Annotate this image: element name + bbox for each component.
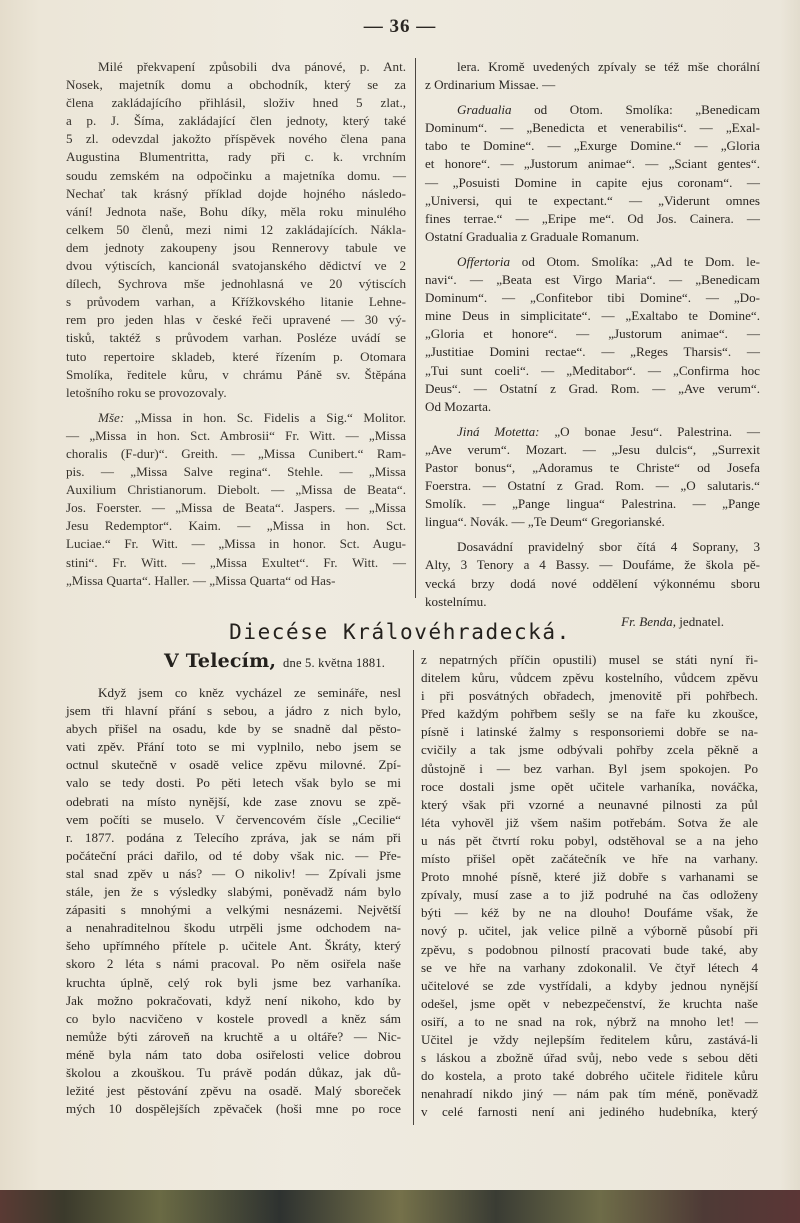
text-line: dílech, Sychrova mše jednohlasná ve 20 výtiscích <box>66 276 406 292</box>
text-line: Dominum“. — „Confitebor tibi Domine“. — „Do- <box>425 290 760 306</box>
text-line: fines terrae.“ — „Eripe me“. Od Jos. Cainera. — <box>425 210 760 226</box>
text-line: Jesu Redemptor“. Kaim. — „Missa in hon. Sct. <box>66 518 406 534</box>
italic-lead: Gradualia <box>457 102 512 118</box>
paragraph <box>425 538 760 610</box>
text-line: vání! Jednota naše, Bohu díky, měla roku minulého <box>66 203 406 219</box>
text-line: Dominum“. — „Benedicta et venerabilis“. — „Exal- <box>425 120 760 136</box>
text-line: valo se tedy dosti. Po pěti letech však bylo se mi <box>66 775 401 791</box>
text-line: Když jsem co kněz vycházel ze semináře, nesl <box>98 685 401 700</box>
text-line: zpěvu, s podobnou pilností pracovati bude také, aby <box>421 941 758 957</box>
text-line: Smolíka, ředitele kůru, v chrámu Páně sv. Štěpána <box>66 366 406 382</box>
page-number: — 36 — <box>363 16 437 37</box>
line-text: „Missa in hon. Sc. Fidelis a Sig.“ Molitor. <box>124 409 406 425</box>
text-line: Luciae.“ Fr. Witt. — „Missa in honor. Sct. Augu- <box>66 536 406 552</box>
text-line: s láskou a zbožně úřad svůj, nebo vede s sebou děti <box>421 1050 758 1066</box>
text-line: Dosavádní pravidelný sbor čítá 4 Soprany, 3 <box>457 539 760 555</box>
text-line: a p. J. Šíma, zakládající člen jednoty, který také <box>66 113 406 129</box>
article-place: V Telecím, <box>164 650 277 672</box>
text-line: abych přišel na osadu, kde by se snadně dal pěsto- <box>66 721 401 737</box>
text-line: Jak možno pokračovati, když není nikoho, kdo by <box>66 992 401 1008</box>
text-line <box>425 253 760 271</box>
text-line: co bylo nacvičeno v kostele provedl a kněz sám <box>66 1010 401 1026</box>
section-title: Diecése Královéhradecká. <box>229 620 571 644</box>
text-line: v celé farnosti není ani jediného hudebníka, který <box>421 1104 758 1120</box>
text-line: nemůže býti zároveň na kruchtě a u oltáře? — Nic- <box>66 1028 401 1044</box>
text-line: jsem tři hlavní přání s sebou, a jádro z nich bylo, <box>66 703 401 719</box>
text-line: kostelnímu. <box>425 593 487 609</box>
text-line: navi“. — „Beata est Virgo Maria“. — „Benedicam <box>425 272 760 288</box>
article-left-column <box>66 684 401 1118</box>
text-line: důstojně i — bez varhan. Byl jsem spokojen. Po <box>421 760 758 776</box>
text-line: rem pro jeden hlas v české řeči upravené — 30 vý- <box>66 312 406 328</box>
text-line: z nepatrných příčin opustili) musel se státi nyní ři- <box>421 652 758 667</box>
article-heading <box>164 650 385 672</box>
text-line: vati zpěv. Přání toto se mi vyplnilo, nebo jsem se <box>66 739 401 755</box>
text-line: kruchta úplně, celý rok byli jsme bez varhaníka. <box>66 974 401 990</box>
text-line: Nosek, majetník domu a obchodník, který se za <box>66 77 406 93</box>
text-line: roce dostali jsme opět učitele varhaníka, nováčka, <box>421 778 758 794</box>
text-line: odebrati na místo nynější, kde zase znovu se zpě- <box>66 793 401 809</box>
text-line: choralis (F-dur)“. Greith. — „Missa Cunibert.“ Ram- <box>66 445 406 461</box>
text-line: osiří, a to ne snad na rok, nýbrž na mnoho let! — <box>421 1013 758 1029</box>
text-line: mine Deus in simplicitate“. — „Exaltabo te Domine“. <box>425 308 760 324</box>
text-line: mých 10 dospělejších zpěvaček (hoši mne po roce <box>66 1101 401 1117</box>
text-line: nenahradí nikdo jiný — nám pak tím méně, poněvadž <box>421 1086 758 1102</box>
column-divider-top <box>415 58 416 598</box>
text-line: „Ave verum“. Mozart. — „Jesu dulcis“, „Surrexit <box>425 441 760 457</box>
text-line: tuto repertoire skladeb, které řízením p. Otomara <box>66 348 406 364</box>
text-line: „Tui sunt coeli“. — „Meditabor“. — „Confirma hoc <box>425 362 760 378</box>
paragraph <box>425 101 760 246</box>
text-line: ditelem kůru, vůdcem zpěvu kostelního, vůdcem zpěvu <box>421 670 758 686</box>
text-line: méně byla nám tato doba osiřelosti velice dobrou <box>66 1046 401 1062</box>
text-line: šeho upřímného přítele p. učitele Ant. Škráty, který <box>66 938 401 954</box>
text-line: býti — kéž by ne na dlouho! Doufáme však, že <box>421 905 758 921</box>
text-line: z Ordinarium Missae. — <box>425 77 556 93</box>
text-line: — „Posuisti Domine in capite ejus coronam“. — <box>425 174 760 190</box>
text-line: člena zakládajícího přihlásil, složiv hned 5 zlat., <box>66 95 406 111</box>
text-line: octnul skutečně v osadě velice zpěvu milovné. Zpí- <box>66 757 401 773</box>
top-right-column <box>425 58 760 631</box>
text-line: Proto mnohé písně, které již dobře s varhanami se <box>421 869 758 885</box>
text-line: tisků, taktéž s průvodem varhan. Posléze uvádí se <box>66 330 406 346</box>
paragraph <box>66 58 406 402</box>
text-line <box>425 101 760 119</box>
text-line: stal snad zpěv u nás? — O nikoliv! — Zpívali jsme <box>66 865 401 881</box>
text-line: zápasiti s mnohými a velkými nesnázemi. Největší <box>66 902 401 918</box>
text-line: celkem 50 členů, mezi nimi 12 zakládajících. Nákla- <box>66 221 406 237</box>
text-line: Augustina Blumentritta, rady při c. k. vrchním <box>66 149 406 165</box>
text-line: „Missa Quarta“. Haller. — „Missa Quarta“ od Has- <box>66 572 336 588</box>
text-line: stále, jen že s výsledky slabými, poněvadž nám bylo <box>66 884 401 900</box>
text-line: — „Missa in hon. Sct. Ambrosii“ Fr. Witt. — „Missa <box>66 427 406 443</box>
text-line: ležité jest pěstování zpěvu na osadě. Malý sboreček <box>66 1083 401 1099</box>
text-line: „Universi, qui te expectant.“ — „Viderunt omnes <box>425 192 760 208</box>
text-line: pis. — „Missa Salve regina“. Stehle. — „Missa <box>66 464 406 480</box>
italic-lead: Jiná Motetta: <box>457 423 540 439</box>
line-text: od Otom. Smolíka: „Ad te Dom. le- <box>510 253 760 269</box>
paragraph <box>425 58 760 94</box>
paragraph <box>66 409 406 590</box>
text-line: odešel, jsme opět v nebezpečenství, že kruchta naše <box>421 995 758 1011</box>
text-line: nový p. učitel, jak velice pilně a výborně působí při <box>421 923 758 939</box>
text-line: se ve hře na varhany zdokonalil. Ve čtyř létech 4 <box>421 959 758 975</box>
text-line: Nechať tak krásný příklad dojde hojného následo- <box>66 185 406 201</box>
text-line <box>425 423 760 441</box>
text-line: „Justitiae Domini rectae“. — „Reges Tharsis“. — <box>425 344 760 360</box>
text-line: Pastor bonus“, „Adoramus te Christe“ od Josefa <box>425 459 760 475</box>
text-line: letošního roku se provozovaly. <box>66 384 227 400</box>
line-text: „O bonae Jesu“. Palestrina. — <box>539 423 760 439</box>
text-line: dvou výtiscích, kancionál svatojanského dědictví ve 2 <box>66 258 406 274</box>
paragraph <box>425 253 760 416</box>
text-line: „Gloria et honore“. — „Justorum animae“. — <box>425 326 760 342</box>
text-line: a nenahraditelnou škodu utrpěli jsme odchodem na- <box>66 920 401 936</box>
italic-lead: Offertoria <box>457 253 511 269</box>
text-line: soudu zemském na odpočinku a majetníka domu. — <box>66 167 406 183</box>
text-line: písně i latinské žalmy s responsoriemi dobře se na- <box>421 724 758 740</box>
text-line: Auxilium Christianorum. Diebolt. — „Missa de Beata“. <box>66 482 406 498</box>
text-line <box>66 409 406 427</box>
book-edge-decoration <box>0 1190 800 1223</box>
paragraph <box>425 423 760 532</box>
text-line: tabo te Domine“. — „Exurge Domine.“ — „Gloria <box>425 138 760 154</box>
text-line: zpívaly, musí zase a to již podruhé na čas odloženy <box>421 887 758 903</box>
text-line: i při posvátných obřadech, jmenovitě při pohřbech. <box>421 688 758 704</box>
article-date: dne 5. května 1881. <box>283 656 386 670</box>
text-line: cvičily a tak jsme odbývali pohřby zcela pěkně a <box>421 742 758 758</box>
text-line: počáteční práci dařilo, od té doby však nic. — Pře- <box>66 847 401 863</box>
text-line: do kostela, a proto také dobrého učitele řiditele kůru <box>421 1068 758 1084</box>
text-line: Foerstra. — Ostatní z Grad. Rom. — „O salutaris.“ <box>425 478 760 494</box>
text-line: r. 1877. podána z Telecího zpráva, jak se nám při <box>66 829 401 845</box>
text-line: Smolík. — „Pange lingua“ Palestrina. — „Pange <box>425 496 760 512</box>
signature-name: Fr. Benda, <box>621 613 676 629</box>
text-line: vem počíti se muselo. V červencovém čísle „Cecilie“ <box>66 811 401 827</box>
italic-lead: Mše: <box>98 409 125 425</box>
text-line: léta vyhověl již všem našim potřebám. Sotva že ale <box>421 814 758 830</box>
text-line: lera. Kromě uvedených zpívaly se též mše chorální <box>457 59 760 74</box>
top-left-column <box>66 58 406 590</box>
text-line: skoro 2 léta s námi pracoval. Po něm osiřela naše <box>66 956 401 972</box>
text-line: Alty, 3 Tenory a 4 Bassy. — Doufáme, že škola pě- <box>425 557 760 573</box>
article-paragraph <box>66 684 401 1118</box>
text-line: 5 zl. odevzdal jakožto příspěvek nového člena pana <box>66 131 406 147</box>
text-line: školou a zkouškou. Tu právě podán důkaz, jak dů- <box>66 1064 401 1080</box>
text-line: et honore“. — „Justorum animae“. — „Sciant gentes“. <box>425 156 760 172</box>
text-line: lingua“. Novák. — „Te Deum“ Gregorianské. <box>425 514 665 530</box>
column-divider-bottom <box>413 650 414 1125</box>
text-line: Milé překvapení způsobili dva pánové, p. Ant. <box>98 59 406 74</box>
text-line: Deus“. — Ostatní z Grad. Rom. — „Ave verum“. <box>425 380 760 396</box>
text-line: Jos. Foerster. — „Missa de Beata“. Jaspers. — „Missa <box>66 500 406 516</box>
text-line: stini“. Fr. Witt. — „Missa Exultet“. Fr. Witt. — <box>66 554 406 570</box>
line-text: od Otom. Smolíka: „Benedicam <box>511 102 760 118</box>
text-line: vecká brzy dodá nové oddělení výkonnému sboru <box>425 575 760 591</box>
text-line: Ostatní Gradualia z Graduale Romanum. <box>425 228 640 244</box>
text-line: s průvodem varhan, a Křížkovského litanie Lehne- <box>66 294 406 310</box>
signature-role: jednatel. <box>676 613 724 629</box>
text-line: který však při vzorné a neunavné pilnosti za půl <box>421 796 758 812</box>
text-line: dem jednoty zakoupeny jsou Rennerovy tabule ve <box>66 239 406 255</box>
text-line: Od Mozarta. <box>425 398 492 414</box>
article-paragraph-continued <box>421 651 758 1121</box>
article-right-column <box>421 651 758 1121</box>
text-line: učitelové se zde vystřídali, a kdyby jednou nynější <box>421 977 758 993</box>
text-line: u nás pět čtvrtí roku pobyl, odstěhoval se a na jeho <box>421 832 758 848</box>
text-line: Učitel je vždy nejlepším ředitelem kůru, zastává-li <box>421 1031 758 1047</box>
text-line: místo přišel opět začátečník ve hře na varhany. <box>421 851 758 867</box>
text-line: Před každým pohřbem sešly se na faře ku zkoušce, <box>421 706 758 722</box>
